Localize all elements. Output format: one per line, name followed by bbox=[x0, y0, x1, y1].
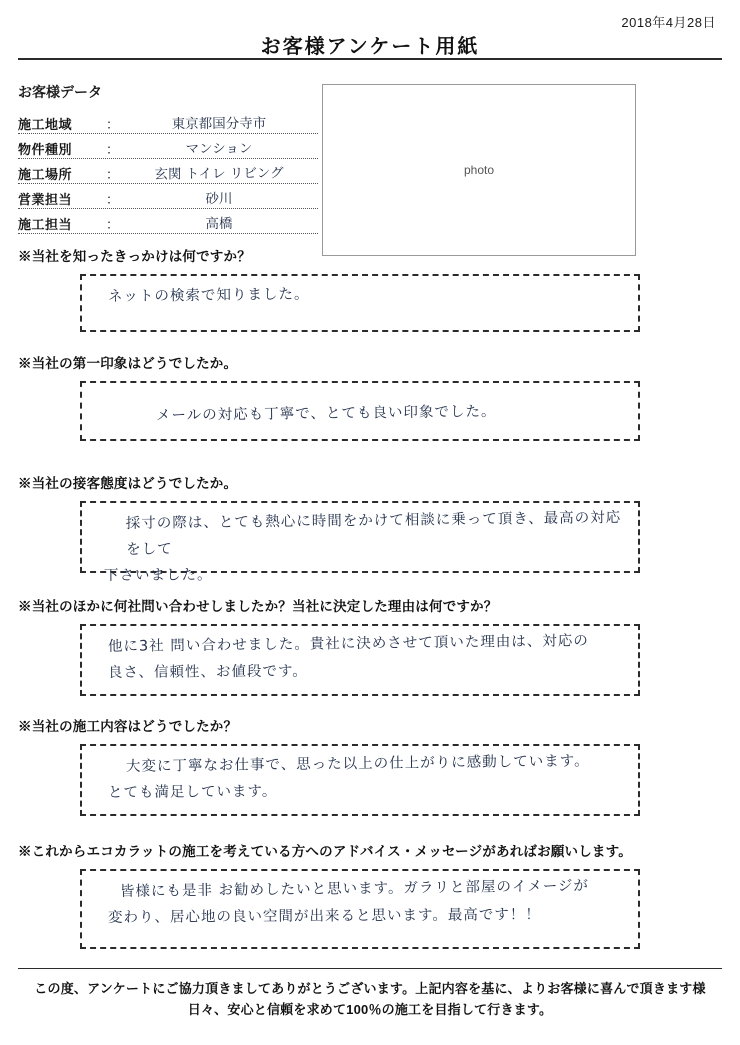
page-title: お客様アンケート用紙 bbox=[260, 36, 480, 58]
answer-text: 他に3社 問い合わせました。貴社に決めさせて頂いた理由は、対応の 良さ、信頼性、お値段です。 bbox=[107, 633, 589, 681]
footer-line-1: この度、アンケートにご協力頂きましてありがとうございます。上記内容を基に、よりお客様に喜んで頂きます様 bbox=[34, 981, 706, 996]
customer-row-location bbox=[18, 162, 318, 184]
qa-block-3 bbox=[18, 472, 722, 584]
row-colon: ： bbox=[106, 117, 120, 132]
customer-row-sales-rep bbox=[18, 187, 318, 209]
row-value: 玄関 トイレ リビング bbox=[154, 165, 284, 183]
answer-text: ネットの検索で知りました。 bbox=[107, 286, 310, 305]
answer-box bbox=[80, 869, 640, 949]
answer-box bbox=[80, 381, 640, 441]
title-divider bbox=[18, 58, 722, 60]
question-label: ※当社の接客態度はどうでしたか。 bbox=[18, 476, 238, 491]
customer-row-area bbox=[18, 112, 318, 134]
answer-text: 皆様にも是非 お勧めしたいと思います。ガラリと部屋のイメージが 変わり、居心地の良い空間が出来ると思います。最高です！！ bbox=[107, 878, 590, 926]
footer-note bbox=[26, 978, 714, 1020]
photo-placeholder-label: photo bbox=[463, 163, 495, 177]
answer-box bbox=[80, 744, 640, 816]
row-label: 営業担当 bbox=[18, 192, 73, 207]
customer-data-heading: お客様データ bbox=[18, 84, 102, 100]
customer-data-block bbox=[18, 82, 318, 237]
answer-box bbox=[80, 501, 640, 584]
row-label: 物件種別 bbox=[18, 142, 73, 157]
qa-block-1 bbox=[18, 245, 722, 332]
answer-box bbox=[80, 624, 640, 696]
qa-block-2 bbox=[18, 352, 722, 441]
row-colon: ： bbox=[106, 192, 120, 207]
qa-block-4 bbox=[18, 595, 722, 696]
row-label: 施工場所 bbox=[18, 167, 73, 182]
question-label: ※これからエコカラットの施工を考えている方へのアドバイス・メッセージがあればお願いします。 bbox=[18, 844, 632, 859]
question-label: ※当社の施工内容はどうでしたか？ bbox=[18, 719, 238, 734]
customer-row-installer bbox=[18, 212, 318, 234]
answer-box bbox=[80, 274, 640, 332]
row-value: 高橋 bbox=[205, 215, 233, 233]
row-colon: ： bbox=[106, 217, 120, 232]
row-label: 施工地域 bbox=[18, 117, 73, 132]
photo-placeholder-box bbox=[322, 84, 636, 256]
row-colon: ： bbox=[106, 167, 120, 182]
qa-block-6 bbox=[18, 840, 722, 949]
row-value: マンション bbox=[185, 140, 253, 158]
row-value: 東京都国分寺市 bbox=[171, 115, 267, 133]
row-colon: ： bbox=[106, 142, 120, 157]
document-date: 2018年4月28日 bbox=[621, 15, 716, 30]
customer-row-property-type bbox=[18, 137, 318, 159]
footer-line-2: 日々、安心と信頼を求めて100％の施工を目指して行きます。 bbox=[187, 1002, 553, 1017]
answer-text: 採寸の際は、とても熱心に時間をかけて相談に乗って頂き、最高の対応をして 下さいました。 bbox=[103, 509, 622, 584]
question-label: ※当社の第一印象はどうでしたか。 bbox=[18, 356, 238, 371]
qa-block-5 bbox=[18, 715, 722, 816]
answer-text: 大変に丁寧なお仕事で、思った以上の仕上がりに感動しています。 とても満足しています。 bbox=[107, 753, 590, 801]
question-label: ※当社のほかに何社問い合わせしましたか？当社に決定した理由は何ですか？ bbox=[18, 599, 498, 614]
row-label: 施工担当 bbox=[18, 217, 73, 232]
question-label: ※当社を知ったきっかけは何ですか？ bbox=[18, 249, 251, 264]
footer-divider bbox=[18, 968, 722, 969]
answer-text: メールの対応も丁寧で、とても良い印象でした。 bbox=[155, 403, 497, 424]
row-value: 砂川 bbox=[205, 190, 233, 208]
